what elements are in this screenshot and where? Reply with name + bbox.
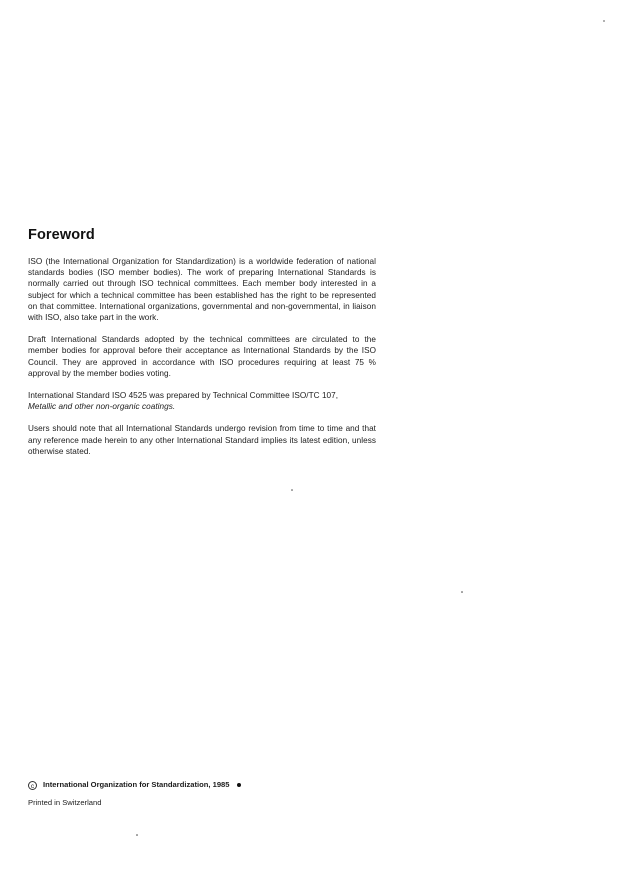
scan-speck [461, 591, 463, 593]
scan-speck [291, 489, 293, 491]
paragraph-draft-standards: Draft International Standards adopted by the technical committees are circulated to the member bodies for approval before their acceptance as International Standards by the ISO Council. They are approved in accordance with ISO procedures requiring at least 75 % approval by the member bodies voting. [28, 335, 376, 378]
paragraph-committee [28, 390, 376, 412]
foreword-section [28, 226, 376, 468]
copyright-line [28, 780, 388, 790]
scan-speck [136, 834, 138, 836]
committee-statement: International Standard ISO 4525 was prepared by Technical Committee ISO/TC 107, [28, 391, 339, 401]
foreword-heading: Foreword [28, 227, 95, 243]
paragraph-revision-note: Users should note that all International Standards undergo revision from time to time and that any reference made herein to any other International Standard implies its latest edition, unless otherwise stated. [28, 424, 376, 456]
page-footer [28, 780, 388, 808]
paragraph-iso-intro: ISO (the International Organization for Standardization) is a worldwide federation of national standards bodies (ISO member bodies). The work of preparing International Standards is normally carried out through ISO technical committees. Each member body interested in a subject for which a technical committee has been established has the right to be represented on that committee. International organizations, governmental and non-governmental, in liaison with ISO, also take part in the work. [28, 257, 376, 323]
committee-title: Metallic and other non-organic coatings. [28, 402, 176, 412]
bullet-dot-icon [237, 783, 242, 788]
scan-speck [603, 20, 605, 22]
printed-location: Printed in Switzerland [28, 798, 102, 807]
copyright-icon: c [28, 781, 37, 790]
copyright-text: International Organization for Standardization, 1985 [43, 780, 230, 789]
